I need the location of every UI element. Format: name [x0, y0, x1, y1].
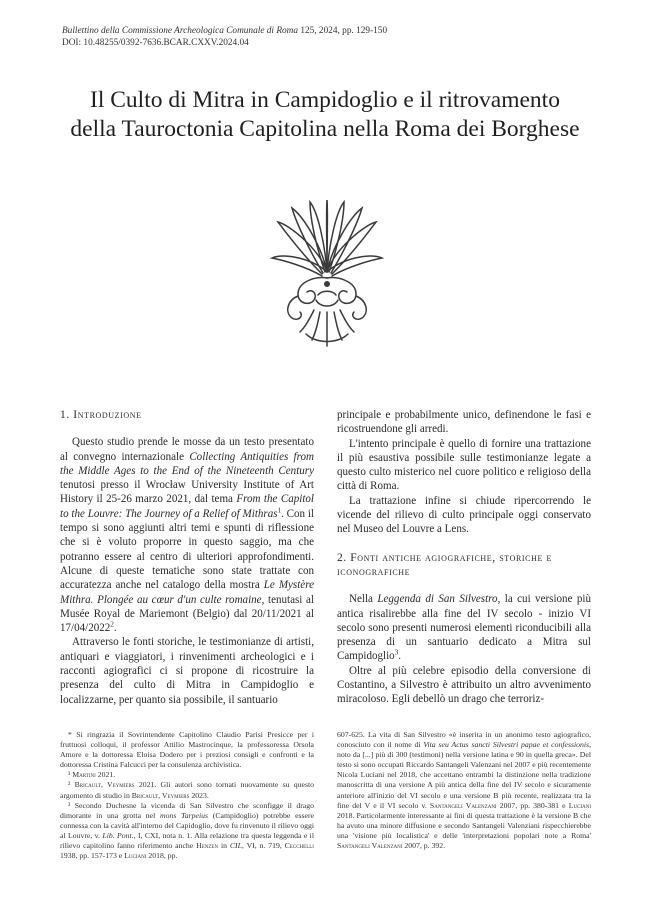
paragraph	[60, 435, 314, 635]
author-name: Santangeli Valenzani	[429, 800, 497, 810]
volume-pages: 125, 2024, pp. 129-150	[298, 26, 388, 36]
paragraph: Oltre al più celebre episodio della conversione di Costantino, a Silvestro è attribuito un altro avvenimento miracoloso. Egli debellò un drago che terroriz-	[337, 664, 591, 706]
text: 2021. Gli autori sono tornati nuovamente su questo argomento di studio in	[60, 780, 314, 800]
author-name: Bricault, Veymiers	[131, 790, 190, 800]
text: Nella	[349, 593, 378, 606]
paragraph: La trattazione infine si chiude ripercorrendo le vicende del rilievo di culto principale oggi conservato nel Museo del Louvre a Lens.	[337, 494, 591, 536]
section-heading-fonti: 2. Fonti antiche agiografiche, storiche e iconografiche	[337, 551, 552, 578]
footnote-ref[interactable]: 1	[277, 506, 282, 515]
text: Questo studio prende le mosse da un testo presentato al convegno internazionale	[60, 436, 314, 463]
doi: DOI: 10.48255/0392-7636.BCAR.CXXV.2024.04	[62, 38, 249, 48]
text: 2007, p. 392.	[402, 841, 446, 851]
text: , VI, n. 719,	[241, 841, 285, 851]
footnote-number: ²	[68, 780, 75, 790]
footnote-1	[60, 770, 314, 780]
author-name: Cecchelli	[284, 841, 314, 851]
author-name: Martini	[72, 770, 96, 780]
text: 2023.	[189, 790, 209, 800]
text: 607-625. La vita di San Silvestro «è inserita in un anonimo testo agiografico, conosciuto con il nome di	[337, 730, 591, 750]
text-italic: Le Mystère Mithra. Plongée au cœur d'un culte romaine	[60, 579, 314, 606]
journal-citation	[62, 25, 387, 37]
text-italic: From the Capitol to the Louvre: The Journey of a Relief of Mithras	[60, 493, 314, 520]
footnotes-left	[60, 730, 314, 861]
text: ³ Secondo Duchesne la vicenda di San Silvestro che sconfigge il drago dimorante in una grotta nel	[60, 800, 314, 820]
journal-name: Bullettino della Commissione Archeologica Comunale di Roma	[62, 26, 299, 36]
running-header	[62, 25, 387, 49]
text-italic: Collecting Antiquities from the Middle Ages to the End of the Nineteenth Century	[60, 450, 315, 477]
footnote-ref[interactable]: 2	[110, 620, 114, 629]
footnote-number: ¹	[68, 770, 73, 780]
footnote-3-continued	[337, 730, 591, 851]
text: .	[398, 650, 401, 663]
text: 2021.	[95, 770, 116, 780]
author-name: Henzen	[196, 841, 219, 851]
paragraph: principale e probabilmente unico, definendone le fasi e ricostruendone gli arredi.	[337, 409, 591, 436]
text-italic: Leggenda di San Silvestro	[377, 593, 498, 606]
author-name: Luciani	[124, 851, 147, 861]
text-italic: Vita seu Actus sancti Silvestri papae et confessionis	[423, 740, 590, 750]
footnotes-right	[337, 730, 591, 851]
text: .	[113, 622, 117, 635]
text: . Con il tempo si sono aggiunti altri temi e spunti di riflessione che si è voluto proporre in questo saggio, ma che potranno essere al centro di ulteriori approfondimenti. Alcune di queste tematiche sono state trattate con accuratezza anche nel catalogo della mostra	[60, 507, 314, 592]
footnote-3	[60, 801, 314, 862]
palmette-ornament-icon	[270, 200, 385, 350]
article-title	[40, 86, 610, 144]
text: , tenutasi al Musée Royal de Mariemont (Belgio) dal 20/11/2021 al 17/04/2022	[60, 593, 314, 635]
footnote-ref[interactable]: 3	[394, 648, 399, 657]
section-heading-introduzione: 1. Introduzione	[60, 409, 142, 421]
text: 1938, pp. 157-173 e	[60, 851, 125, 861]
title-line-1: Il Culto di Mitra in Campidoglio e il ritrovamento	[90, 87, 560, 113]
text: 2018. Particolarmente interessante ai fini di questa trattazione è la versione B che ha avuto una minore diffusione e secondo Santangeli Valenziani rispecchierebbe una 'visione più localistica' e delle 'interpretazioni popolari note a Roma'	[337, 810, 591, 840]
paragraph: L'intento principale è quello di fornire una trattazione il più esaustiva possibile sulle testimonianze legate a questo culto misterico nel cuore politico e religioso della città di Roma.	[337, 437, 591, 493]
text: in	[218, 841, 230, 851]
right-column	[337, 408, 591, 707]
text-italic: mons Tarpeius	[160, 810, 209, 820]
footnote-star: * Si ringrazia il Sovrintendente Capitolino Claudio Parisi Presicce per i fruttuosi colloqui, il professor Attilio Mastrocinque, la professoressa Orsola Amore e la dottoressa Eloisa Dodero per i preziosi consigli e confronti e la dottoressa Cristina Falcucci per la consulenza archivistica.	[60, 730, 314, 770]
text: , I, CXI, nota n. 1. Alla relazione tra questa leggenda e il rilievo capitolino fanno riferimento anche	[60, 830, 314, 851]
text: , noto da [...] più di 300 (testimoni) nella versione latina e 90 in quella greca». Del testo si sono occupati Riccardo Santangeli Valenzani nel 2007 e più recentemente Nicola Luciani nel 2018, che accettano entrambi la distinzione nella tradizione manoscritta di una versione A più antica della fine del IV secolo e sicuramente anteriore all'inizio del VI secolo e una versione B più recente, realizzata tra la fine del V e il VI secolo v.	[337, 740, 591, 810]
paragraph	[337, 592, 591, 663]
text: 2007, pp. 380-381 e	[496, 800, 569, 810]
author-name: Luciani	[568, 800, 591, 810]
author-name: Santangeli Valenzani	[337, 841, 403, 851]
left-column	[60, 408, 314, 707]
text: tenutosi presso il Wrocław University Institute of Art History il 25-26 marzo 2021, dal tema	[60, 479, 314, 506]
footnote-2	[60, 780, 314, 800]
author-name: Bricault, Veymiers	[74, 780, 135, 790]
text: , la cui versione più antica risalirebbe alla fine del IV secolo - inizio VI secolo sono presenti numerosi elementi riconducibili alla presenza di un santuario dedicato a Mitra sul Campidoglio	[337, 593, 592, 663]
text: (Campidoglio) potrebbe essere connessa con la cavità all'interno del Capidoglio, dove fu rinvenuto il rilievo oggi al Louvre, v.	[60, 810, 314, 840]
text-italic: CIL	[229, 841, 242, 851]
paragraph: Attraverso le fonti storiche, le testimonianze di artisti, antiquari e viaggiatori, i rinvenimenti archeologici e i racconti agiografici ci si propone di ricostruire la presenza del culto di Mitra in Campidoglio e localizzarne, per quanto sia possibile, il santuario	[60, 636, 314, 706]
text: 2018, pp.	[146, 851, 178, 861]
title-line-2: della Tauroctonia Capitolina nella Roma dei Borghese	[70, 116, 580, 142]
text-italic: Lib. Pont.	[102, 830, 134, 840]
